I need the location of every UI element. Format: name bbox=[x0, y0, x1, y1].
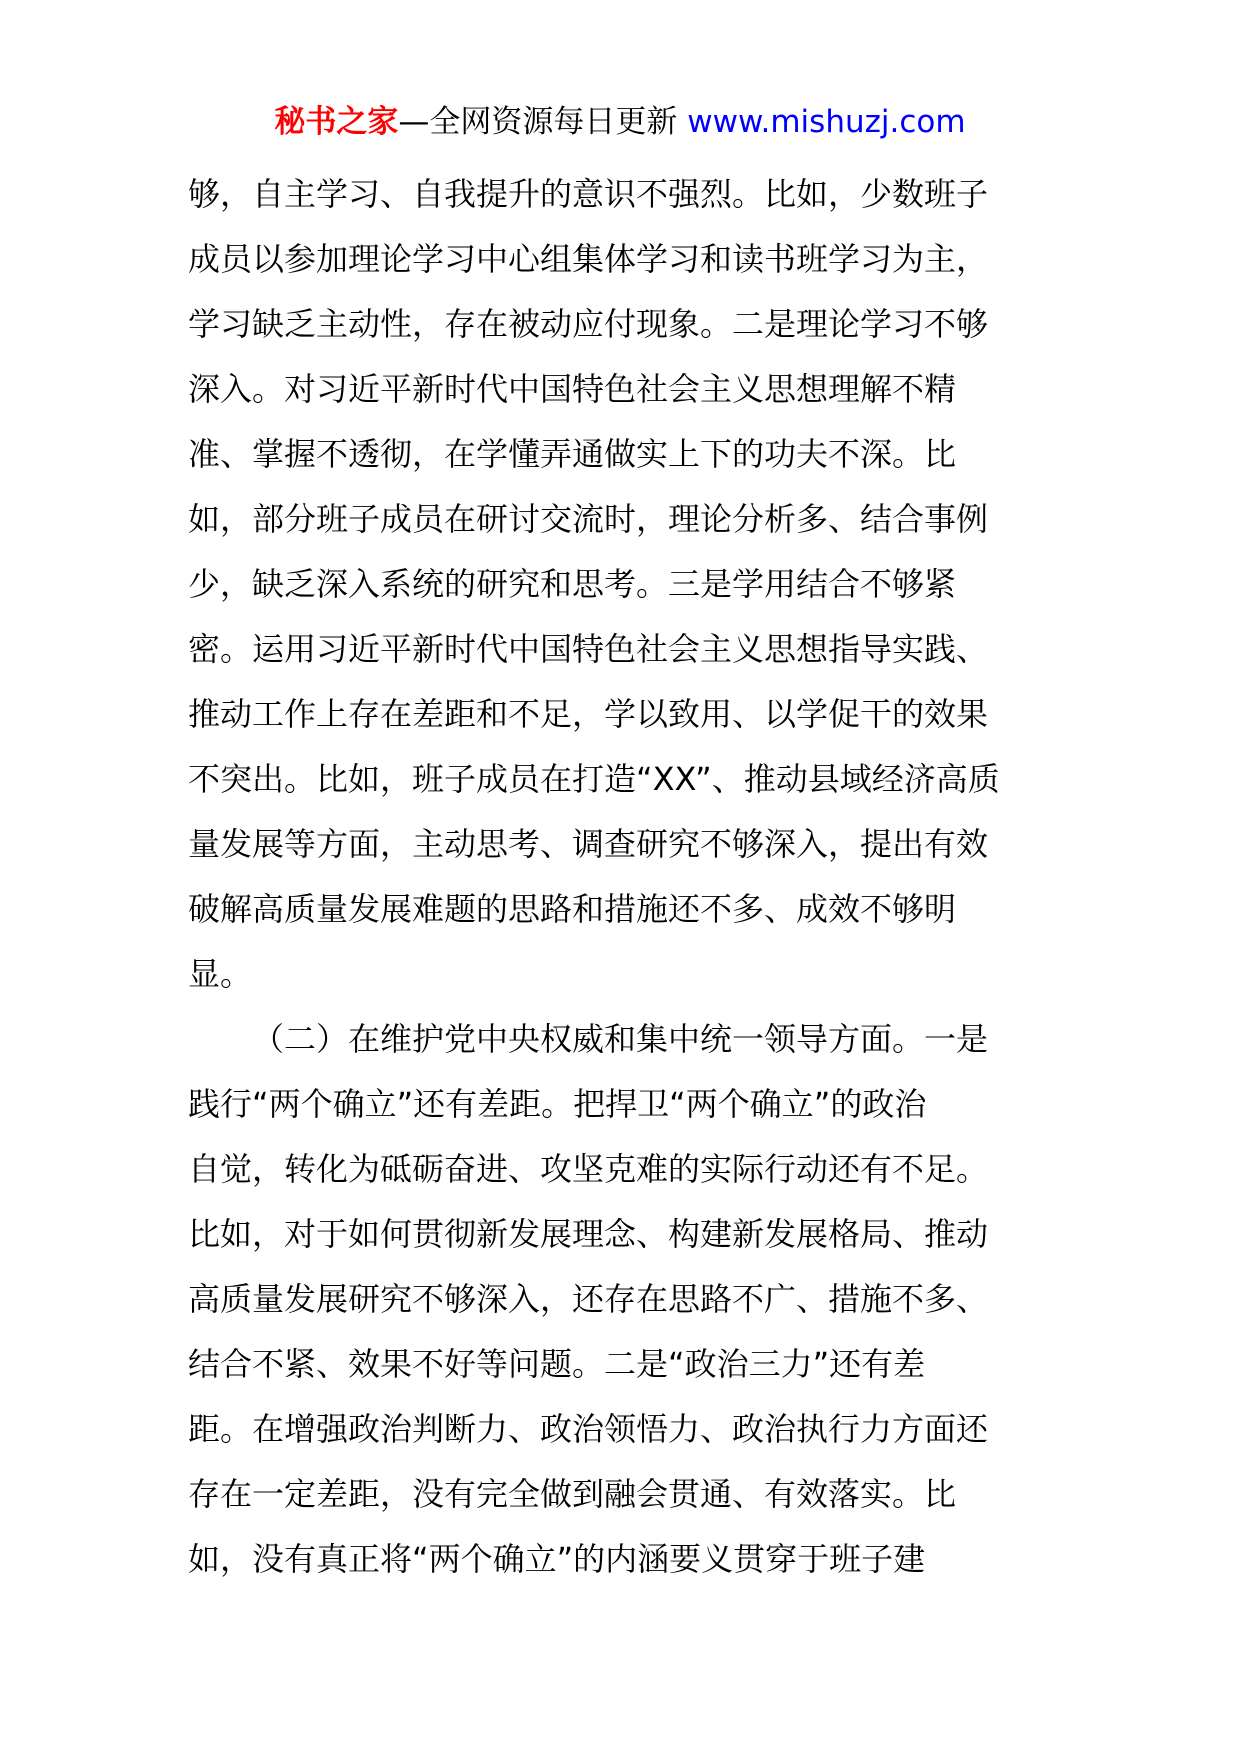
text-line: 准、掌握不透彻，在学懂弄通做实上下的功夫不深。比 bbox=[188, 435, 957, 473]
text-line: 距。在增强政治判断力、政治领悟力、政治执行力方面还 bbox=[188, 1410, 989, 1448]
site-url-link[interactable]: www.mishuzj.com bbox=[687, 104, 966, 140]
text-line: 少，缺乏深入系统的研究和思考。三是学用结合不够紧 bbox=[188, 565, 957, 603]
text-line: 存在一定差距，没有完全做到融会贯通、有效落实。比 bbox=[188, 1475, 957, 1513]
text-line: 践行“两个确立”还有差距。把捍卫“两个确立”的政治 bbox=[188, 1085, 927, 1123]
text-line: 高质量发展研究不够深入，还存在思路不广、措施不多、 bbox=[188, 1280, 989, 1318]
text-line: 破解高质量发展难题的思路和措施还不多、成效不够明 bbox=[188, 890, 957, 928]
text-line: 比如，对于如何贯彻新发展理念、构建新发展格局、推动 bbox=[188, 1215, 989, 1253]
text-line: 够，自主学习、自我提升的意识不强烈。比如，少数班子 bbox=[188, 175, 989, 213]
text-line: 不突出。比如，班子成员在打造“XX”、推动县域经济高质 bbox=[188, 760, 1000, 798]
text-line: 显。 bbox=[188, 955, 253, 993]
site-header bbox=[0, 100, 1240, 144]
text-line: 自觉，转化为砥砺奋进、攻坚克难的实际行动还有不足。 bbox=[188, 1150, 989, 1188]
site-tagline: —全网资源每日更新 bbox=[398, 104, 688, 140]
section-heading-line: （二）在维护党中央权威和集中统一领导方面。一是 bbox=[252, 1020, 989, 1058]
text-line: 成员以参加理论学习中心组集体学习和读书班学习为主， bbox=[188, 240, 989, 278]
text-line: 学习缺乏主动性，存在被动应付现象。二是理论学习不够 bbox=[188, 305, 989, 343]
text-line: 密。运用习近平新时代中国特色社会主义思想指导实践、 bbox=[188, 630, 989, 668]
text-line: 结合不紧、效果不好等问题。二是“政治三力”还有差 bbox=[188, 1345, 926, 1383]
document-body bbox=[188, 162, 1078, 1592]
text-line: 推动工作上存在差距和不足，学以致用、以学促干的效果 bbox=[188, 695, 989, 733]
text-line: 量发展等方面，主动思考、调查研究不够深入，提出有效 bbox=[188, 825, 989, 863]
text-line: 如，部分班子成员在研讨交流时，理论分析多、结合事例 bbox=[188, 500, 989, 538]
text-line: 如，没有真正将“两个确立”的内涵要义贯穿于班子建 bbox=[188, 1540, 926, 1578]
text-line: 深入。对习近平新时代中国特色社会主义思想理解不精 bbox=[188, 370, 957, 408]
site-brand: 秘书之家 bbox=[274, 104, 399, 140]
